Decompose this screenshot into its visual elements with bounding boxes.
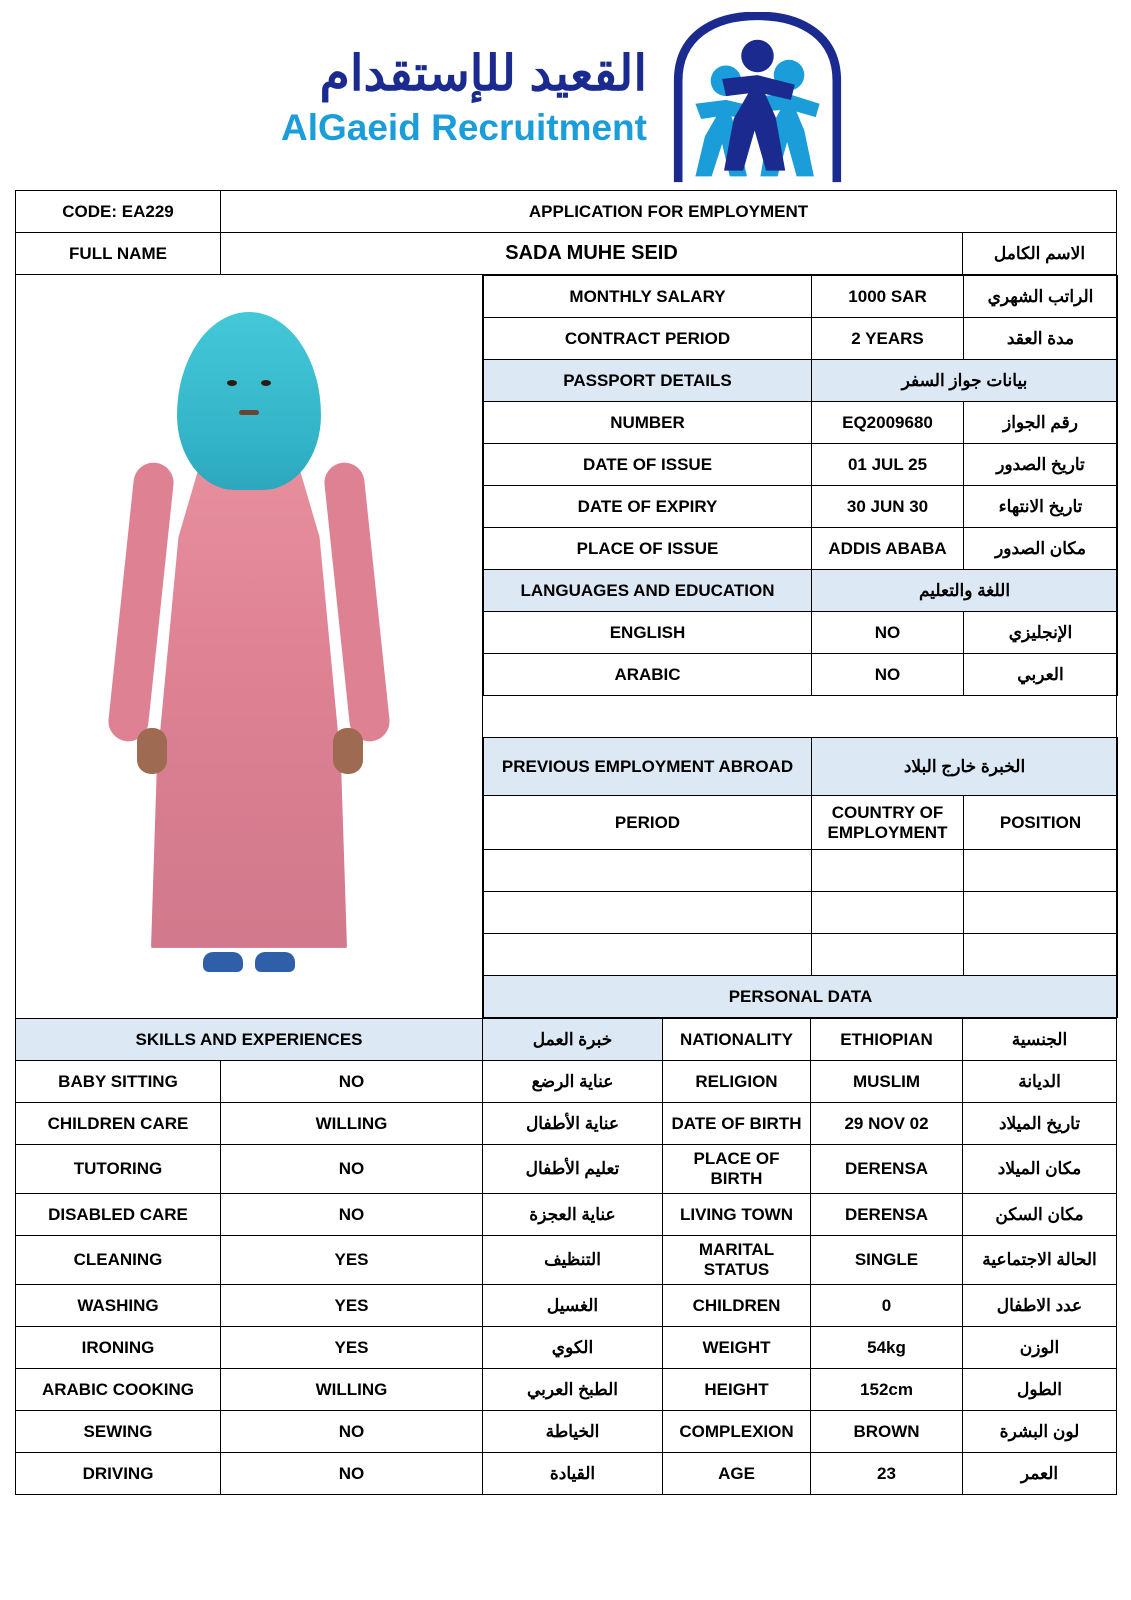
age-value: 23 xyxy=(811,1453,963,1495)
employment-country-2[interactable] xyxy=(812,892,964,934)
living-town-label: LIVING TOWN xyxy=(663,1194,811,1236)
nationality-label-arabic: الجنسية xyxy=(963,1019,1117,1061)
skill-arabic-cooking-label: ARABIC COOKING xyxy=(16,1369,221,1411)
table-row xyxy=(16,1236,1117,1285)
date-of-birth-label: DATE OF BIRTH xyxy=(663,1103,811,1145)
skill-children-care-value: WILLING xyxy=(221,1103,483,1145)
employment-country-3[interactable] xyxy=(812,934,964,976)
table-row xyxy=(16,1285,1117,1327)
right-details-block xyxy=(483,275,1117,1019)
skills-section-header-arabic: خبرة العمل xyxy=(483,1019,663,1061)
passport-expiry-label-arabic: تاريخ الانتهاء xyxy=(964,486,1118,528)
table-row xyxy=(484,796,1118,850)
monthly-salary-value: 1000 SAR xyxy=(812,276,964,318)
table-row xyxy=(484,570,1118,612)
skill-ironing-label-arabic: الكوي xyxy=(483,1327,663,1369)
passport-expiry-value: 30 JUN 30 xyxy=(812,486,964,528)
passport-issue-label: DATE OF ISSUE xyxy=(484,444,812,486)
nationality-value: ETHIOPIAN xyxy=(811,1019,963,1061)
living-town-label-arabic: مكان السكن xyxy=(963,1194,1117,1236)
table-row xyxy=(484,892,1118,934)
table-row xyxy=(484,486,1118,528)
brand-name-arabic: القعيد للإستقدام xyxy=(319,47,647,101)
skill-cleaning-value: YES xyxy=(221,1236,483,1285)
skill-washing-value: YES xyxy=(221,1285,483,1327)
skill-arabic-cooking-value: WILLING xyxy=(221,1369,483,1411)
employment-position-2[interactable] xyxy=(964,892,1118,934)
form-title-cell: APPLICATION FOR EMPLOYMENT xyxy=(221,191,1117,233)
nationality-label: NATIONALITY xyxy=(663,1019,811,1061)
passport-place-label: PLACE OF ISSUE xyxy=(484,528,812,570)
skill-driving-label-arabic: القيادة xyxy=(483,1453,663,1495)
table-row xyxy=(16,1061,1117,1103)
language-arabic-label-arabic: العربي xyxy=(964,654,1118,696)
skill-baby-sitting-label-arabic: عناية الرضع xyxy=(483,1061,663,1103)
marital-status-label: MARITAL STATUS xyxy=(663,1236,811,1285)
employment-period-3[interactable] xyxy=(484,934,812,976)
monthly-salary-label: MONTHLY SALARY xyxy=(484,276,812,318)
table-row xyxy=(484,934,1118,976)
skill-baby-sitting-label: BABY SITTING xyxy=(16,1061,221,1103)
complexion-label: COMPLEXION xyxy=(663,1411,811,1453)
table-row xyxy=(16,1327,1117,1369)
full-name-label-arabic: الاسم الكامل xyxy=(963,233,1117,275)
marital-status-value: SINGLE xyxy=(811,1236,963,1285)
language-english-label: ENGLISH xyxy=(484,612,812,654)
skill-cleaning-label-arabic: التنظيف xyxy=(483,1236,663,1285)
religion-label: RELIGION xyxy=(663,1061,811,1103)
language-arabic-value: NO xyxy=(812,654,964,696)
language-arabic-label: ARABIC xyxy=(484,654,812,696)
brand-header xyxy=(0,0,1131,190)
skill-children-care-label: CHILDREN CARE xyxy=(16,1103,221,1145)
skill-disabled-care-label: DISABLED CARE xyxy=(16,1194,221,1236)
skill-arabic-cooking-label-arabic: الطبخ العربي xyxy=(483,1369,663,1411)
children-value: 0 xyxy=(811,1285,963,1327)
skill-disabled-care-label-arabic: عناية العجزة xyxy=(483,1194,663,1236)
table-row xyxy=(484,360,1118,402)
table-row xyxy=(16,191,1117,233)
complexion-value: BROWN xyxy=(811,1411,963,1453)
personal-data-header: PERSONAL DATA xyxy=(484,976,1118,1018)
table-row xyxy=(484,444,1118,486)
details-table xyxy=(483,275,1118,1018)
table-row xyxy=(16,1453,1117,1495)
passport-issue-label-arabic: تاريخ الصدور xyxy=(964,444,1118,486)
height-value: 152cm xyxy=(811,1369,963,1411)
employment-period-2[interactable] xyxy=(484,892,812,934)
language-english-label-arabic: الإنجليزي xyxy=(964,612,1118,654)
column-header-position: POSITION xyxy=(964,796,1118,850)
table-row xyxy=(484,612,1118,654)
skill-baby-sitting-value: NO xyxy=(221,1061,483,1103)
brand-name-english: AlGaeid Recruitment xyxy=(281,107,647,148)
employment-country-1[interactable] xyxy=(812,850,964,892)
skill-disabled-care-value: NO xyxy=(221,1194,483,1236)
skill-children-care-label-arabic: عناية الأطفال xyxy=(483,1103,663,1145)
height-label-arabic: الطول xyxy=(963,1369,1117,1411)
skill-tutoring-value: NO xyxy=(221,1145,483,1194)
skill-sewing-label-arabic: الخياطة xyxy=(483,1411,663,1453)
full-name-label: FULL NAME xyxy=(16,233,221,275)
table-row xyxy=(484,318,1118,360)
table-row xyxy=(484,402,1118,444)
contract-period-label-arabic: مدة العقد xyxy=(964,318,1118,360)
application-table xyxy=(15,190,1117,1495)
brand-text xyxy=(281,47,647,148)
age-label-arabic: العمر xyxy=(963,1453,1117,1495)
contract-period-value: 2 YEARS xyxy=(812,318,964,360)
place-of-birth-value: DERENSA xyxy=(811,1145,963,1194)
religion-label-arabic: الديانة xyxy=(963,1061,1117,1103)
passport-number-value: EQ2009680 xyxy=(812,402,964,444)
table-row xyxy=(484,850,1118,892)
passport-expiry-label: DATE OF EXPIRY xyxy=(484,486,812,528)
skill-washing-label-arabic: الغسيل xyxy=(483,1285,663,1327)
full-name-value: SADA MUHE SEID xyxy=(221,233,963,275)
skill-sewing-label: SEWING xyxy=(16,1411,221,1453)
passport-issue-value: 01 JUL 25 xyxy=(812,444,964,486)
skill-driving-value: NO xyxy=(221,1453,483,1495)
table-row xyxy=(16,1369,1117,1411)
previous-employment-header: PREVIOUS EMPLOYMENT ABROAD xyxy=(484,738,812,796)
monthly-salary-label-arabic: الراتب الشهري xyxy=(964,276,1118,318)
living-town-value: DERENSA xyxy=(811,1194,963,1236)
height-label: HEIGHT xyxy=(663,1369,811,1411)
people-arch-logo-icon xyxy=(665,12,850,184)
code-cell: CODE: EA229 xyxy=(16,191,221,233)
skill-driving-label: DRIVING xyxy=(16,1453,221,1495)
children-label-arabic: عدد الاطفال xyxy=(963,1285,1117,1327)
skill-tutoring-label-arabic: تعليم الأطفال xyxy=(483,1145,663,1194)
table-row xyxy=(16,1194,1117,1236)
column-header-country: COUNTRY OF EMPLOYMENT xyxy=(812,796,964,850)
passport-number-label: NUMBER xyxy=(484,402,812,444)
table-row xyxy=(484,738,1118,796)
table-row xyxy=(484,976,1118,1018)
skill-washing-label: WASHING xyxy=(16,1285,221,1327)
date-of-birth-label-arabic: تاريخ الميلاد xyxy=(963,1103,1117,1145)
column-header-period: PERIOD xyxy=(484,796,812,850)
skill-tutoring-label: TUTORING xyxy=(16,1145,221,1194)
date-of-birth-value: 29 NOV 02 xyxy=(811,1103,963,1145)
skill-ironing-label: IRONING xyxy=(16,1327,221,1369)
passport-place-value: ADDIS ABABA xyxy=(812,528,964,570)
children-label: CHILDREN xyxy=(663,1285,811,1327)
table-row xyxy=(484,528,1118,570)
table-row xyxy=(16,1411,1117,1453)
weight-label: WEIGHT xyxy=(663,1327,811,1369)
table-row xyxy=(484,276,1118,318)
skills-section-header: SKILLS AND EXPERIENCES xyxy=(16,1019,483,1061)
place-of-birth-label: PLACE OF BIRTH xyxy=(663,1145,811,1194)
place-of-birth-label-arabic: مكان الميلاد xyxy=(963,1145,1117,1194)
table-row xyxy=(484,654,1118,696)
age-label: AGE xyxy=(663,1453,811,1495)
passport-place-label-arabic: مكان الصدور xyxy=(964,528,1118,570)
skill-cleaning-label: CLEANING xyxy=(16,1236,221,1285)
previous-employment-header-arabic: الخبرة خارج البلاد xyxy=(812,738,1118,796)
complexion-label-arabic: لون البشرة xyxy=(963,1411,1117,1453)
employment-period-1[interactable] xyxy=(484,850,812,892)
weight-label-arabic: الوزن xyxy=(963,1327,1117,1369)
passport-section-header-arabic: بيانات جواز السفر xyxy=(812,360,1118,402)
table-row xyxy=(16,275,1117,1019)
weight-value: 54kg xyxy=(811,1327,963,1369)
spacer-row xyxy=(484,696,1118,738)
table-row xyxy=(16,1145,1117,1194)
marital-status-label-arabic: الحالة الاجتماعية xyxy=(963,1236,1117,1285)
contract-period-label: CONTRACT PERIOD xyxy=(484,318,812,360)
religion-value: MUSLIM xyxy=(811,1061,963,1103)
languages-section-header-arabic: اللغة والتعليم xyxy=(812,570,1118,612)
language-english-value: NO xyxy=(812,612,964,654)
employment-position-1[interactable] xyxy=(964,850,1118,892)
skill-sewing-value: NO xyxy=(221,1411,483,1453)
table-row xyxy=(16,233,1117,275)
table-row xyxy=(16,1019,1117,1061)
skill-ironing-value: YES xyxy=(221,1327,483,1369)
languages-section-header: LANGUAGES AND EDUCATION xyxy=(484,570,812,612)
applicant-photo xyxy=(16,275,483,1019)
passport-number-label-arabic: رقم الجواز xyxy=(964,402,1118,444)
employment-position-3[interactable] xyxy=(964,934,1118,976)
table-row xyxy=(16,1103,1117,1145)
passport-section-header: PASSPORT DETAILS xyxy=(484,360,812,402)
